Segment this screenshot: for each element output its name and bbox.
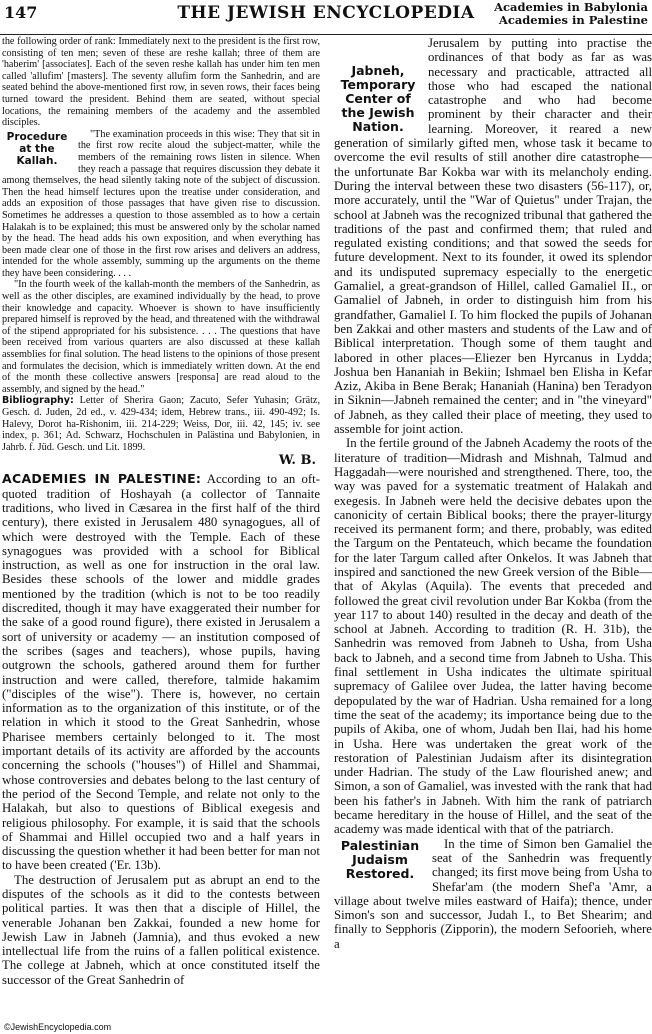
margin-note: Procedure at the Kallah.	[6, 130, 68, 167]
page-header	[0, 0, 652, 35]
article-text: According to an oft-quoted tradition of Hoshayah (a collector of Tannaite traditions, who lived in Cæsarea in the first half of the third century), there existed in Jerusalem 480 synagogues, all of which were destroyed with the Temple. Each of these synagogues was provided with a school for Biblical instruction, as well as one for instruction in the oral law. Besides these schools of the lower and middle grades mentioned by the tradition (which is not to be too readily discredited, though it may have exaggerated their number for the sake of a good round figure), there existed in Jerusalem a sort of university or academy — an institution composed of the scribes (sages and teachers), whose pupils, having outgrown the schools, gathered around them for further instruction and were called, therefore, talmide hakamim ("disciples of the wise"). There is, however, no certain information as to the organization of this institute, or of the relation in which it stood to the Great Sanhedrin, whose Pharisee members certainly belonged to it. The most important details of its activity are afforded by the accounts concerning the schools ("houses") of Hillel and Shammai, whose controversies and debates belong to the last century of the period of the Second Temple, and relate not only to the Halakah, but also to questions of Biblical exegesis and religious philosophy. For example, it is said that the schools of Shammai and Hillel occupied two and a half years in discussing the question whether it had been better for man not to have been created ('Er. 13b).	[2, 472, 320, 873]
right-column	[334, 36, 652, 951]
margin-note: Jabneh, Temporary Center of the Jewish Nation.	[340, 63, 416, 134]
running-title: THE JEWISH ENCYCLOPEDIA	[177, 3, 475, 23]
author-signature: W. B.	[278, 453, 316, 469]
bibliography-text: Letter of Sherira Gaon; Zacuto, Sefer Yuhasin; Grätz, Gesch. d. Juden, 2d ed., v. 429-434; idem, Hebrew trans., iii. 490-492; Is. Halevy, Dorot ha-Rishonim, iii. 214-229; Weiss, Dor, iii. 42, 145; iv. see index, p. 361; Ad. Schwarz, Hochschulen in Palästina und Babylonien, in Jahrb. f. Jüd. Gesch. und Lit. 1899.	[2, 395, 320, 453]
paragraph: In the fertile ground of the Jabneh Academy the roots of the literature of tradition—Midrash and Mishnah, Talmud and Haggadah—were nourished and strengthened. There, too, the way was paved for a systematic treatment of Halakah and exegesis. In Jabneh were held the decisive debates upon the canonicity of certain Biblical books; there the prayer-liturgy received its permanent form; and there, probably, was edited the Targum on the Pentateuch, which became the foundation for the later Targum called after Onkelos. It was Jabneh that inspired and sanctioned the new Greek version of the Bible—that of Akylas (Aquila). The events that preceded and followed the great civil revolution under Bar Kokba (from the year 117 to about 140) resulted in the decay and death of the school at Jabneh. According to tradition (R. H. 31b), the Sanhedrin was removed from Jabneh to Usha, from Usha back to Jabneh, and a second time from Jabneh to Usha. This final settlement in Usha indicates the ultimate spiritual supremacy of Galilee over Judea, the latter having become depopulated by the war of Hadrian. Usha remained for a long time the seat of the academy; its importance being due to the pupils of Akiba, one of whom, Judah ben Ilai, had his home in Usha. Here was undertaken the great work of the restoration of Palestinian Judaism after its disintegration under Hadrian. The study of the Law flourished anew; and Simon, a son of Gamaliel, was invested with the rank that had been his father's in Jabneh. With him the rank of patriarch became hereditary in the house of Hillel, and the seat of the academy was made identical with that of the patriarch.	[334, 436, 652, 837]
bibliography-label: Bibliography:	[2, 395, 74, 407]
paragraph: "In the fourth week of the kallah-month the members of the Sanhedrin, as well as the other disciples, are examined individually by the head, to prove their knowledge and capacity. Whoever is shown to have insufficiently prepared himself is reproved by the head, and threatened with the withdrawal of the stipend appropriated for his subsistence. . . . The questions that have been received from various quarters are also discussed at these kallah assemblies for final solution. The head listens to the opinions of those present and formulates the decision, which is immediately written down. At the end of the month these collective answers [responsa] are read aloud to the assembly, and signed by the head."	[2, 279, 320, 395]
paragraph: In the time of Simon ben Gamaliel the seat of the Sanhedrin was frequently changed; its first move being from Usha to Shefar'am (the modern Shef'a 'Amr, a village about twelve miles eastward of Haifa); thence, under Simon's son and successor, Judah I., to Bet Shearim; and finally to Sepphoris (Zipporin), the modern Sefoorieh, where a	[334, 836, 652, 951]
section-heading-line-2: Academies in Palestine	[498, 13, 648, 27]
paragraph	[2, 472, 320, 872]
paragraph: "The examination proceeds in this wise: They that sit in the first row recite aloud the subject-matter, while the members of the remaining rows listen in silence. When they reach a passage that requires discussion they debate it among themselves, the head silently taking note of the subject of discussion. Then the head himself lectures upon the treatise under consideration, and adds an exposition of those passages that have given rise to discussion. Sometimes he addresses a question to those assembled as to how a certain Halakah is to be explained; this must be answered only by the scholar named by the head. The head adds his own exposition, and when everything has been made clear one of those in the first row arises and delivers an address, intended for the whole assembly, summing up the arguments on the theme they have been considering. . . .	[2, 128, 320, 279]
section-heading-line-1: Academies in Babylonia	[494, 0, 648, 14]
paragraph: Jerusalem by putting into practise the ordinances of that body as far as was necessary and practicable, attracted all those who had escaped the national catastrophe and who had become prominent by their character and their learning. Moreover, it reared a new generation of similarly gifted men, whose task it became to overcome the evil results of still another dire catastrophe—the unfortunate Bar Kokba war with its melancholy ending. During the interval between these two disasters (56-117), or, more accurately, until the "War of Quietus" under Trajan, the school at Jabneh was the recognized tribunal that gathered the traditions of the past and confirmed them; that ruled and regulated existing conditions; and that sowed the seeds for future development. Next to its founder, it owed its splendor and its undisputed supremacy especially to the energetic Gamaliel, a great-grandson of Hillel, called Gamaliel II., or Gamaliel of Jabneh, in order to distinguish him from his grandfather, Gamaliel I. To him flocked the pupils of Johanan ben Zakkai and other masters and students of the Law and of Biblical interpretation. Though some of them taught and labored in other places—Eliezer ben Hyrcanus in Lydda; Joshua ben Hananiah in Bekiin; Ishmael ben Elisha in Kefar Aziz, Akiba in Bene Berak; Hananiah (Hanina) ben Teradyon in Siknin—Jabneh remained the center; and in "the vineyard" of Jabneh, as they called their place of meeting, they used to assemble for joint action.	[334, 36, 652, 437]
section-heading	[494, 1, 648, 27]
copyright-footer: ©JewishEncyclopedia.com	[4, 1022, 112, 1032]
margin-note: Palestinian Judaism Restored.	[340, 837, 420, 881]
bibliography	[2, 395, 320, 453]
left-column	[2, 36, 320, 987]
page-number: 147	[4, 3, 38, 22]
paragraph: the following order of rank: Immediately next to the president is the first row, consisting of ten men; seven of these are reshe kallah; three of them are 'haberim' [associates]. Each of the seven reshe kallah has under him ten men called 'allufim' [masters]. The seventy allufim form the Sanhedrin, and are seated behind the above-mentioned first row, in seven rows, their faces being turned toward the president. Behind them are seated, without special locations, the remaining members of the academy and the assembled disciples.	[2, 36, 320, 129]
paragraph: The destruction of Jerusalem put as abrupt an end to the disputes of the schools as it did to the contests between political parties. It was then that a disciple of Hillel, the venerable Johanan ben Zakkai, founded a new home for Jewish Law in Jabneh (Jamnia), and thus evoked a new intellectual life from the ruins of a fallen political existence. The college at Jabneh, which at once constituted itself the successor of the Great Sanhedrin of	[2, 872, 320, 987]
article-heading: ACADEMIES IN PALESTINE:	[2, 471, 202, 487]
